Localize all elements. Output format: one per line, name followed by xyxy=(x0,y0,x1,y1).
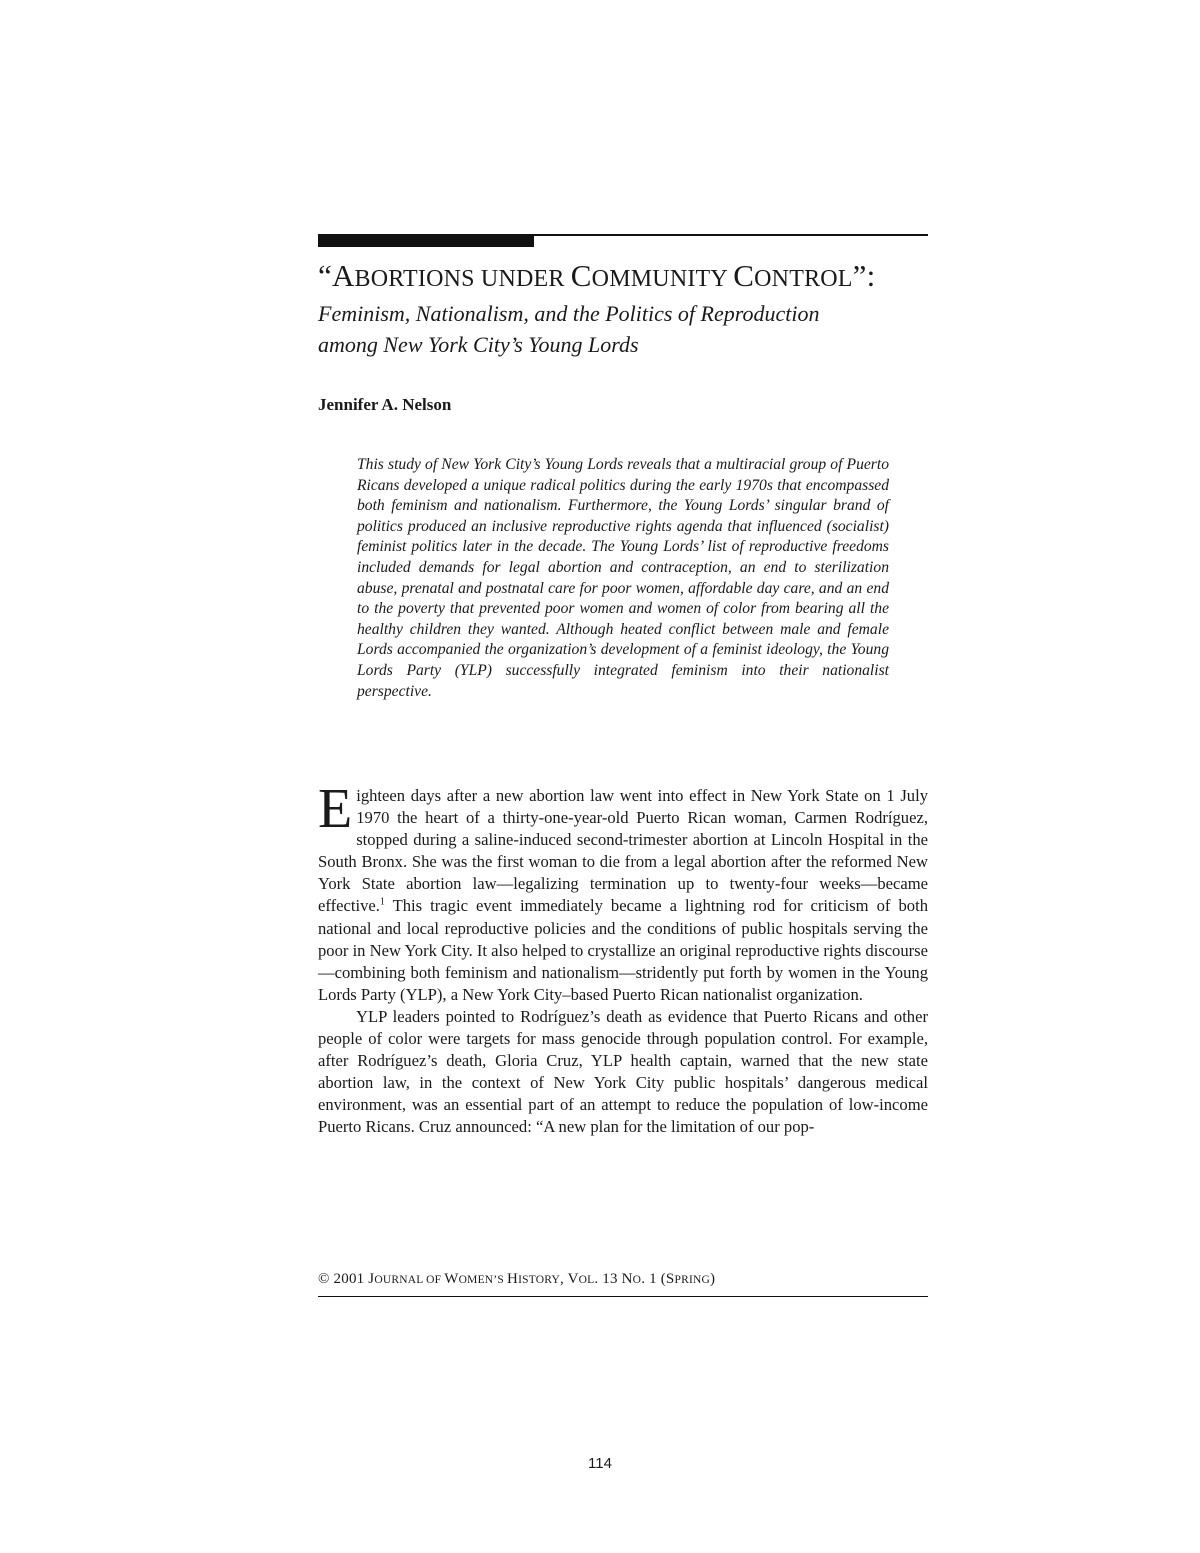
article-title: “ABORTIONS UNDER COMMUNITY CONTROL”: xyxy=(318,258,876,293)
paragraph-2: YLP leaders pointed to Rodríguez’s death as evidence that Puerto Ricans and other people of color were targets for mass genocide through population control. For example, after Rodríguez’s death, Gloria Cruz, YLP health captain, warned that the new state abortion law, in the context of New York City public hospitals’ dangerous medical environment, was an essential part of an attempt to reduce the population of low-income Puerto Ricans. Cruz announced: “A new plan for the limitation of our pop- xyxy=(318,1006,928,1137)
paragraph-1: Eighteen days after a new abortion law went into effect in New York State on 1 July 1970 the heart of a thirty-one-year-old Puerto Rican woman, Carmen Rodríguez, stopped during a saline-induced second-trimester abortion at Lincoln Hospital in the South Bronx. She was the first woman to die from a legal abortion after the reformed New York State abortion law—legalizing termination up to twenty-four weeks—became effective.$^1$ This tragic event immediately became a lightning rod for criticism of both national and local reproductive policies and the conditions of public hospitals serving the poor in New York City. It also helped to crystallize an original reproductive rights discourse—combining both feminism and nationalism—stridently put forth by women in the Young Lords Party (YLP), a New York City–based Puerto Rican nationalist organization. xyxy=(318,778,928,1004)
header-rule-accent xyxy=(318,234,534,247)
footer-rule xyxy=(318,1296,928,1297)
footnote-marker: 1 xyxy=(379,896,385,908)
copyright-line: © 2001 JOURNAL OF WOMEN’S HISTORY, VOL. 13 NO. 1 (SPRING) xyxy=(318,1271,716,1287)
body-text xyxy=(318,778,928,1139)
subtitle-line-2: among New York City’s Young Lords xyxy=(318,332,639,357)
drop-cap: E xyxy=(318,778,353,840)
page-number: 114 xyxy=(588,1455,612,1472)
author-name: Jennifer A. Nelson xyxy=(318,395,452,414)
subtitle-line-1: Feminism, Nationalism, and the Politics of Reproduction xyxy=(318,301,820,326)
abstract: This study of New York City’s Young Lords reveals that a multiracial group of Puerto Ricans developed a unique radical politics during the early 1970s that encompassed both feminism and nationalism. Furthermore, the Young Lords’ singular brand of politics produced an inclusive reproductive rights agenda that influenced (socialist) feminist politics later in the decade. The Young Lords’ list of reproductive freedoms included demands for legal abortion and contraception, an end to sterilization abuse, prenatal and postnatal care for poor women, affordable day care, and an end to the poverty that prevented poor women and women of color from bearing all the healthy children they wanted. Although heated conflict between male and female Lords accompanied the organization’s development of a feminist ideology, the Young Lords Party (YLP) successfully integrated feminism into their nationalist perspective. xyxy=(357,456,889,700)
article-subtitle xyxy=(318,298,918,360)
